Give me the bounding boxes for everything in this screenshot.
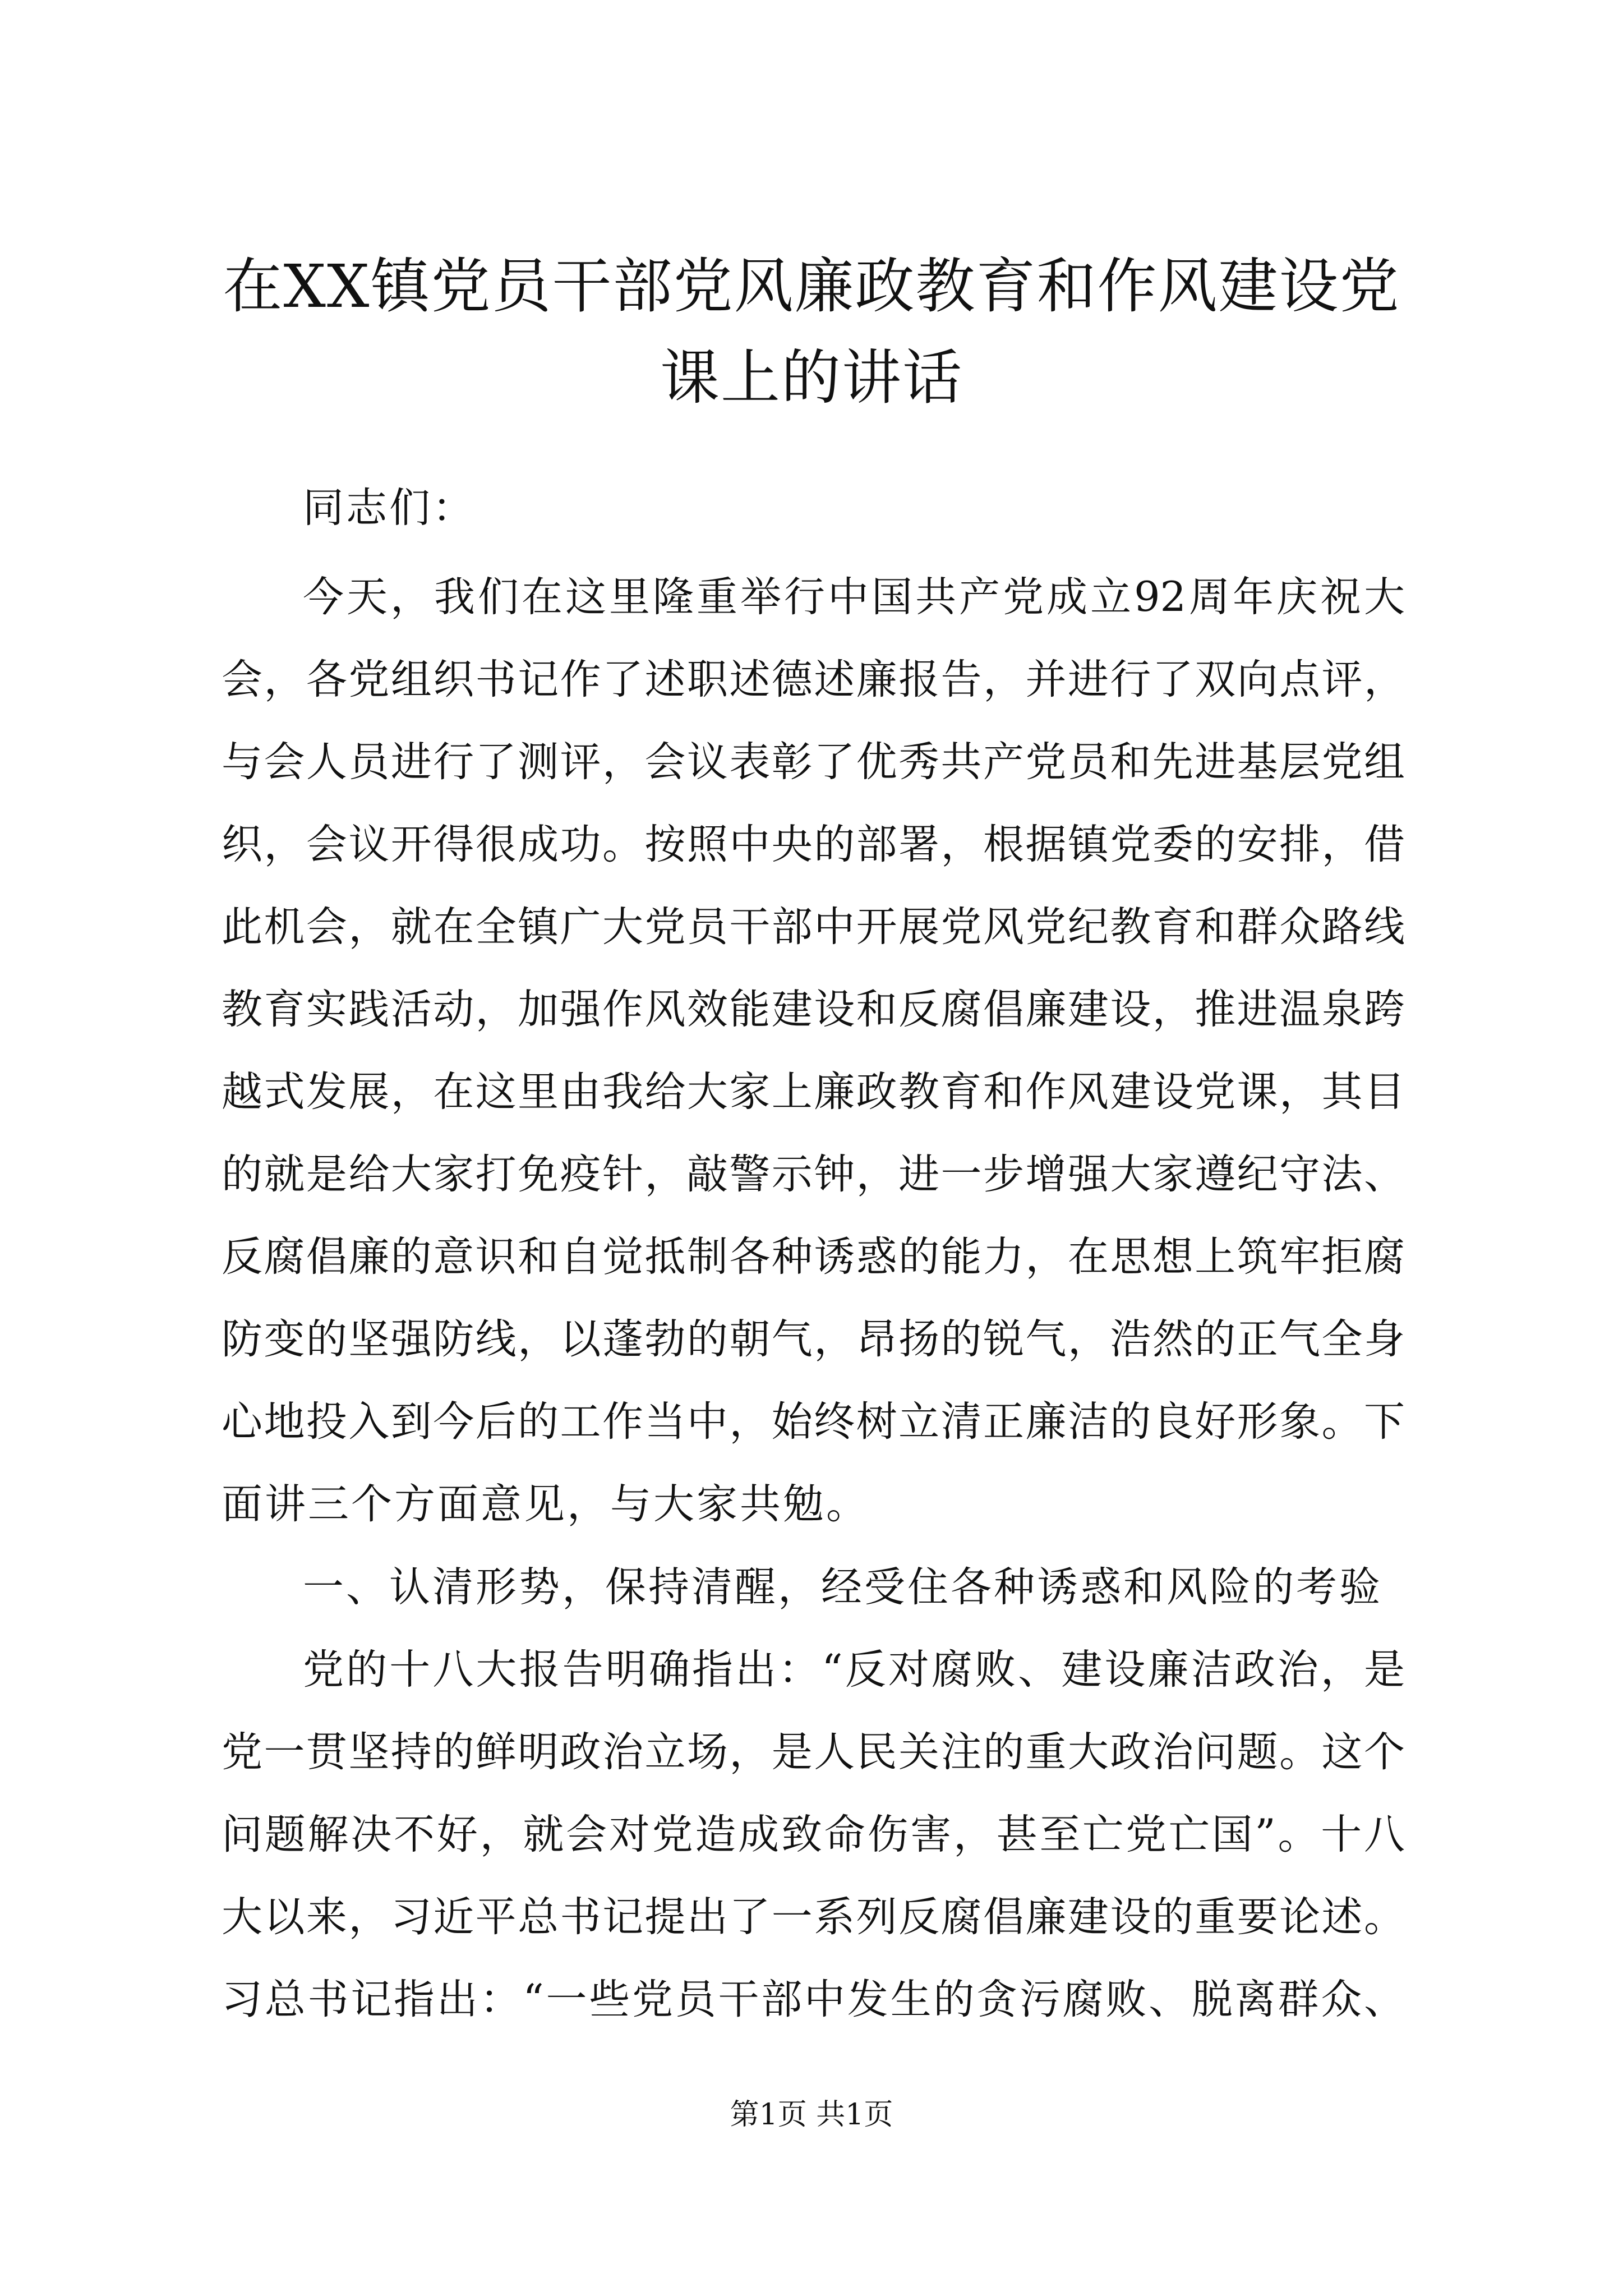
body-line: 反腐倡廉的意识和自觉抵制各种诱惑的能力，在思想上筑牢拒腐: [222, 1233, 1405, 1281]
body-line: 的就是给大家打免疫针，敲警示钟，进一步增强大家遵纪守法、: [222, 1151, 1405, 1198]
salutation: 同志们：: [303, 484, 476, 532]
body-line: 心地投入到今后的工作当中，始终树立清正廉洁的良好形象。下: [222, 1398, 1405, 1446]
body-line: 面讲三个方面意见，与大家共勉。: [222, 1480, 869, 1528]
body-line: 党一贯坚持的鲜明政治立场，是人民关注的重大政治问题。这个: [222, 1728, 1405, 1776]
body-line: 教育实践活动，加强作风效能建设和反腐倡廉建设，推进温泉跨: [222, 986, 1405, 1033]
body-line: 今天，我们在这里隆重举行中国共产党成立92周年庆祝大: [303, 573, 1405, 621]
page-footer: 第1页 共1页: [730, 2098, 893, 2132]
body-line: 防变的坚强防线，以蓬勃的朝气，昂扬的锐气，浩然的正气全身: [222, 1315, 1405, 1363]
body-line: 习总书记指出：“一些党员干部中发生的贪污腐败、脱离群众、: [222, 1976, 1405, 2023]
body-line: 大以来，习近平总书记提出了一系列反腐倡廉建设的重要论述。: [222, 1893, 1405, 1941]
body-line: 问题解决不好，就会对党造成致命伤害，甚至亡党亡国”。十八: [222, 1811, 1405, 1858]
body-line: 越式发展，在这里由我给大家上廉政教育和作风建设党课，其目: [222, 1068, 1405, 1116]
body-line: 织，会议开得很成功。按照中央的部署，根据镇党委的安排，借: [222, 821, 1405, 868]
document-title-line-1: 在XX镇党员干部党风廉政教育和作风建设党: [223, 252, 1400, 321]
body-line: 会，各党组织书记作了述职述德述廉报告，并进行了双向点评，: [222, 656, 1405, 703]
body-line: 与会人员进行了测评，会议表彰了优秀共产党员和先进基层党组: [222, 738, 1405, 786]
body-line: 此机会，就在全镇广大党员干部中开展党风党纪教育和群众路线: [222, 903, 1405, 951]
document-title-line-2: 课上的讲话: [660, 343, 963, 412]
section-heading: 一、认清形势，保持清醒，经受住各种诱惑和风险的考验: [303, 1563, 1382, 1611]
body-line: 党的十八大报告明确指出：“反对腐败、建设廉洁政治，是: [303, 1646, 1405, 1694]
